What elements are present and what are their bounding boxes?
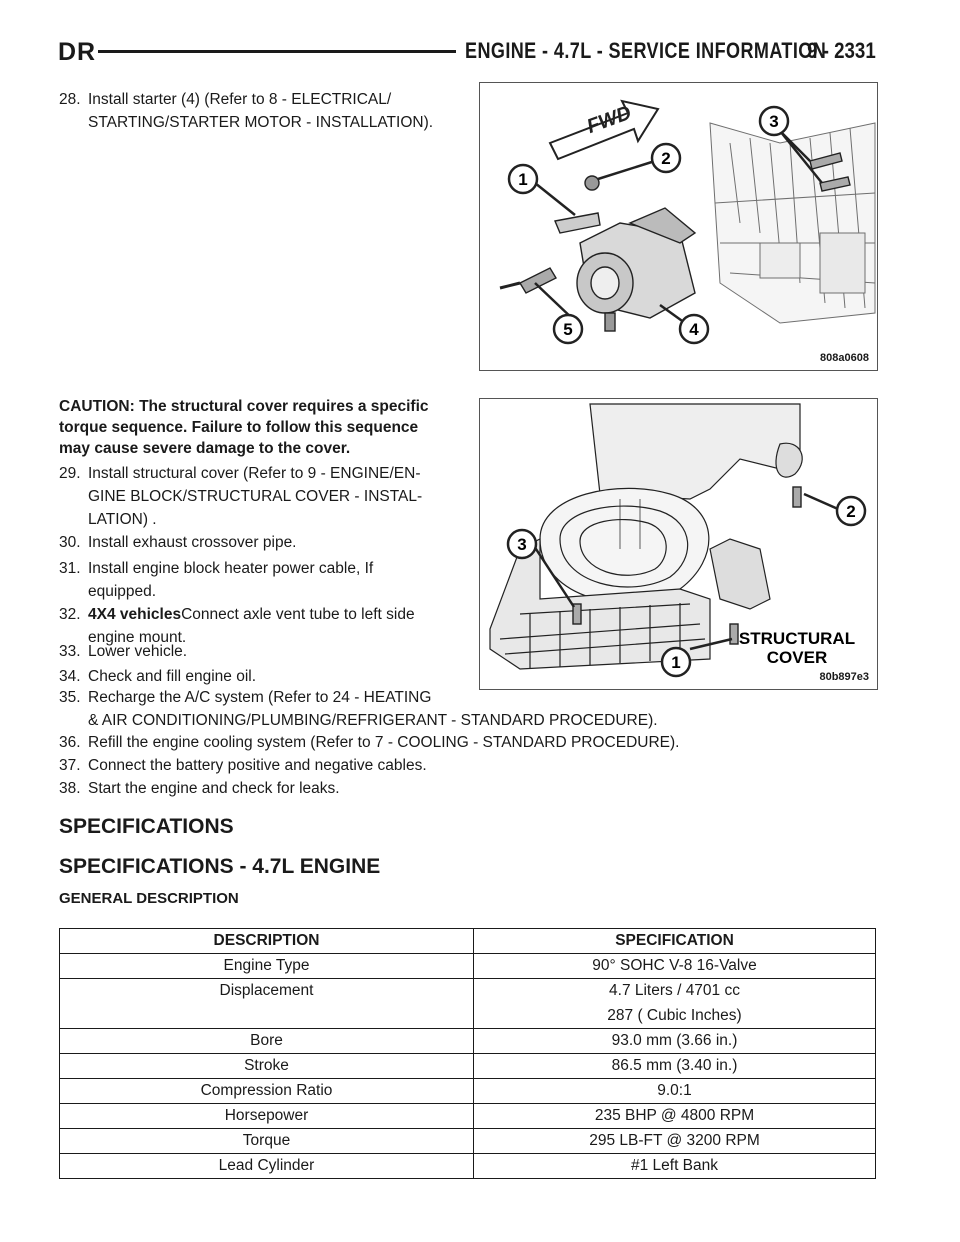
- caution-note: CAUTION: The structural cover requires a specific torque sequence. Failure to follow this sequence may cause severe damage to the cover.: [59, 398, 429, 457]
- step-32: 32. 4X4 vehiclesConnect axle vent tube to left side engine mount.: [59, 606, 415, 646]
- step-38: 38. Start the engine and check for leaks.: [59, 780, 340, 797]
- table-caption: GENERAL DESCRIPTION: [59, 890, 239, 907]
- table-row: Engine Type 90° SOHC V-8 16-Valve: [60, 954, 876, 979]
- callout-3: [760, 107, 788, 135]
- header-model: DR: [58, 38, 97, 66]
- figure-code: 80b897e3: [819, 671, 869, 683]
- callout-5: [554, 315, 582, 343]
- starter-motor-illustration: [479, 82, 878, 371]
- svg-text:3: 3: [769, 112, 779, 131]
- svg-text:1: 1: [671, 653, 681, 672]
- svg-text:5: 5: [563, 320, 573, 339]
- column-header-specification: SPECIFICATION: [474, 929, 876, 954]
- header-rule: [98, 50, 456, 53]
- table-row: Lead Cylinder #1 Left Bank: [60, 1154, 876, 1179]
- structural-cover-label: [739, 629, 855, 667]
- step-29: 29. Install structural cover (Refer to 9 - ENGINE/EN- GINE BLOCK/STRUCTURAL COVER - INSTAL- LATION) .: [59, 465, 423, 528]
- starter-diagram: [480, 83, 877, 370]
- table-row: Compression Ratio 9.0:1: [60, 1079, 876, 1104]
- structural-cover-illustration: [479, 398, 878, 690]
- svg-text:4: 4: [689, 320, 699, 339]
- table-row: Bore 93.0 mm (3.66 in.): [60, 1029, 876, 1054]
- column-header-description: DESCRIPTION: [60, 929, 474, 954]
- section-heading: SPECIFICATIONS: [59, 815, 234, 838]
- svg-text:COVER: COVER: [766, 648, 828, 667]
- step-35: 35. Recharge the A/C system (Refer to 24 - HEATING & AIR CONDITIONING/PLUMBING/REFRIGERANT - STANDARD PROCEDURE).: [59, 689, 658, 729]
- svg-text:FWD: FWD: [584, 101, 635, 139]
- callout-2: [837, 497, 865, 525]
- figure-code: 808a0608: [820, 352, 869, 364]
- step-33: 33. Lower vehicle.: [59, 643, 188, 660]
- header-page-number: 9 - 2331: [807, 38, 876, 63]
- table-row: Stroke 86.5 mm (3.40 in.): [60, 1054, 876, 1079]
- step-28: 28. Install starter (4) (Refer to 8 - ELECTRICAL/ STARTING/STARTER MOTOR - INSTALLATION).: [59, 91, 434, 131]
- step-37: 37. Connect the battery positive and negative cables.: [59, 757, 427, 774]
- table-row: Torque 295 LB-FT @ 3200 RPM: [60, 1129, 876, 1154]
- callout-1: [509, 165, 537, 193]
- step-36: 36. Refill the engine cooling system (Refer to 7 - COOLING - STANDARD PROCEDURE).: [59, 734, 680, 751]
- specifications-table: [59, 928, 876, 1179]
- svg-text:STRUCTURAL: STRUCTURAL: [738, 629, 856, 648]
- header-title: ENGINE - 4.7L - SERVICE INFORMATION: [465, 38, 827, 63]
- structural-cover-diagram: [480, 399, 877, 689]
- step-30: 30. Install exhaust crossover pipe.: [59, 534, 297, 551]
- callout-4: [680, 315, 708, 343]
- svg-text:2: 2: [846, 502, 856, 521]
- subsection-heading: SPECIFICATIONS - 4.7L ENGINE: [59, 855, 381, 878]
- svg-text:3: 3: [517, 535, 527, 554]
- callout-3: [508, 530, 536, 558]
- svg-text:1: 1: [518, 170, 528, 189]
- table-row: Displacement 4.7 Liters / 4701 cc 287 ( Cubic Inches): [60, 979, 876, 1029]
- callout-1: [662, 648, 690, 676]
- step-34: 34. Check and fill engine oil.: [59, 668, 257, 685]
- callout-2: [652, 144, 680, 172]
- step-31: 31. Install engine block heater power cable, If equipped.: [59, 560, 374, 600]
- svg-text:2: 2: [661, 149, 671, 168]
- forward-arrow-icon: [550, 101, 658, 159]
- table-row: Horsepower 235 BHP @ 4800 RPM: [60, 1104, 876, 1129]
- table-header-row: [60, 929, 876, 954]
